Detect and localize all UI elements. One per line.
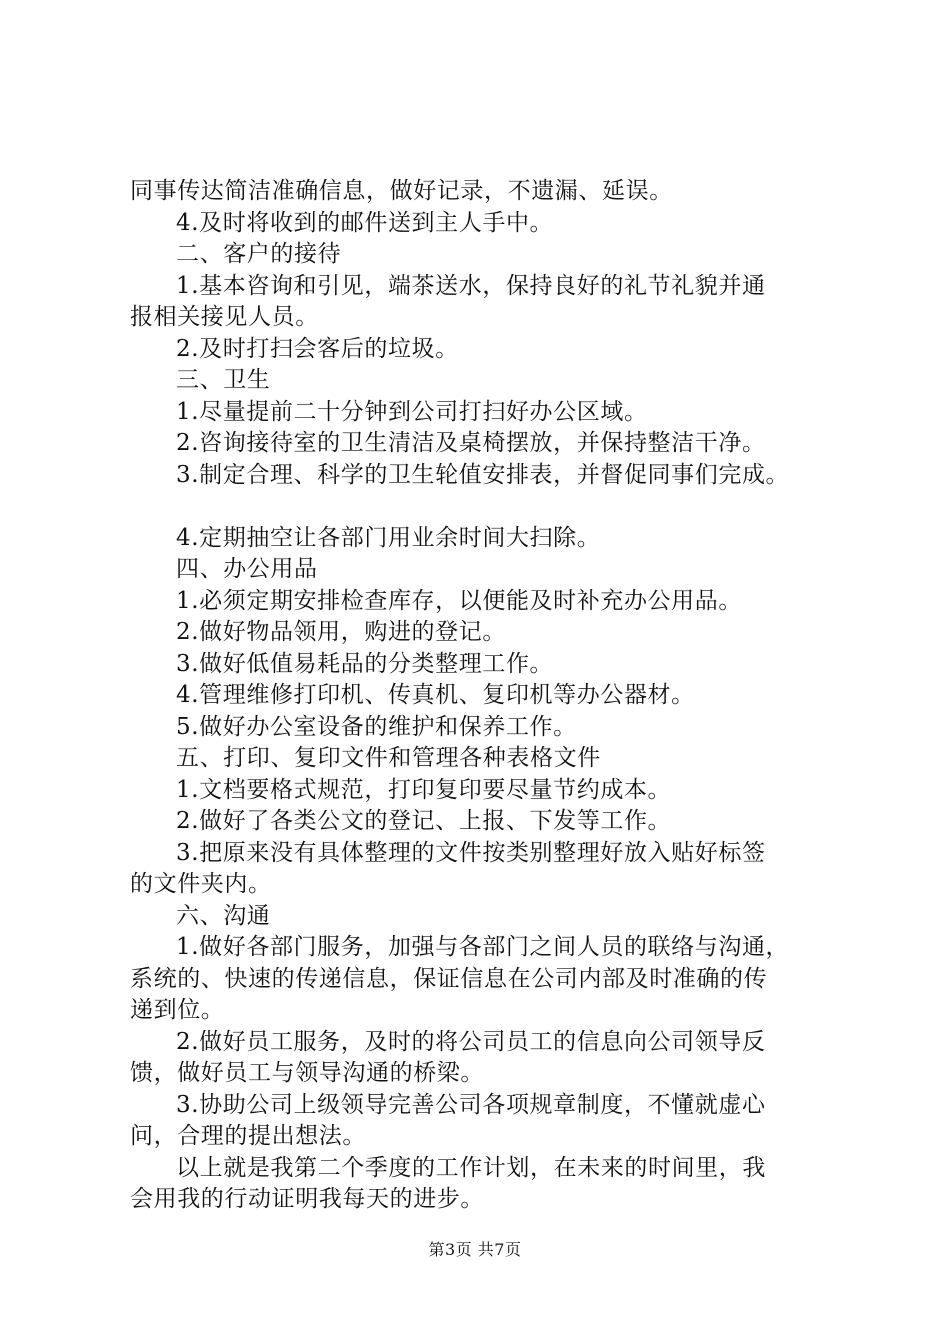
paragraph-line: 1.必须定期安排检查库存，以便能及时补充办公用品。 [176, 587, 742, 614]
paragraph-line: 以上就是我第二个季度的工作计划，在未来的时间里，我 [176, 1154, 766, 1181]
paragraph-line: 四、办公用品 [176, 556, 318, 582]
paragraph-line: 4.及时将收到的邮件送到主人手中。 [176, 209, 554, 236]
paragraph-line: 2.做好了各类公文的登记、上报、下发等工作。 [176, 808, 672, 834]
paragraph-line: 系统的、快速的传递信息，保证信息在公司内部及时准确的传 [130, 965, 768, 992]
document-body [130, 176, 850, 1216]
paragraph-line: 2.做好员工服务，及时的将公司员工的信息向公司领导反 [176, 1028, 766, 1055]
paragraph-line: 同事传达简洁准确信息，做好记录，不遗漏、延误。 [130, 178, 673, 204]
paragraph-line: 4.定期抽空让各部门用业余时间大扫除。 [176, 524, 601, 551]
paragraph-line: 递到位。 [130, 997, 225, 1023]
paragraph-line: 1.文档要格式规范，打印复印要尽量节约成本。 [176, 776, 672, 803]
paragraph-line: 3.制定合理、科学的卫生轮值安排表，并督促同事们完成。 [176, 461, 790, 488]
paragraph-line: 报相关接见人员。 [130, 304, 319, 330]
paragraph-line: 的文件夹内。 [130, 871, 272, 897]
paragraph-line: 1.尽量提前二十分钟到公司打扫好办公区域。 [176, 398, 648, 425]
paragraph-line: 3.做好低值易耗品的分类整理工作。 [176, 650, 554, 677]
paragraph-line: 问，合理的提出想法。 [130, 1123, 366, 1149]
paragraph-line: 馈，做好员工与领导沟通的桥梁。 [130, 1060, 484, 1086]
paragraph-line: 2.做好物品领用，购进的登记。 [176, 619, 506, 645]
paragraph-line: 六、沟通 [176, 902, 271, 929]
paragraph-line: 三、卫生 [176, 367, 271, 393]
paragraph-line: 1.做好各部门服务，加强与各部门之间人员的联络与沟通， [176, 934, 790, 960]
paragraph-line: 5.做好办公室设备的维护和保养工作。 [176, 713, 577, 740]
paragraph-line: 2.咨询接待室的卫生清洁及桌椅摆放，并保持整洁干净。 [176, 430, 766, 456]
paragraph-line: 3.把原来没有具体整理的文件按类别整理好放入贴好标签 [176, 839, 766, 866]
blank-line [130, 491, 850, 523]
paragraph-line: 1.基本咨询和引见，端茶送水，保持良好的礼节礼貌并通 [176, 272, 766, 299]
paragraph-line: 3.协助公司上级领导完善公司各项规章制度，不懂就虚心 [176, 1091, 766, 1118]
paragraph-line: 会用我的行动证明我每天的进步。 [130, 1186, 484, 1212]
paragraph-line: 2.及时打扫会客后的垃圾。 [176, 335, 459, 362]
paragraph-line: 4.管理维修打印机、传真机、复印机等办公器材。 [176, 682, 695, 708]
page-footer: 第3页 共7页 [428, 1240, 522, 1259]
paragraph-line: 五、打印、复印文件和管理各种表格文件 [176, 745, 601, 771]
paragraph-line: 二、客户的接待 [176, 241, 342, 267]
